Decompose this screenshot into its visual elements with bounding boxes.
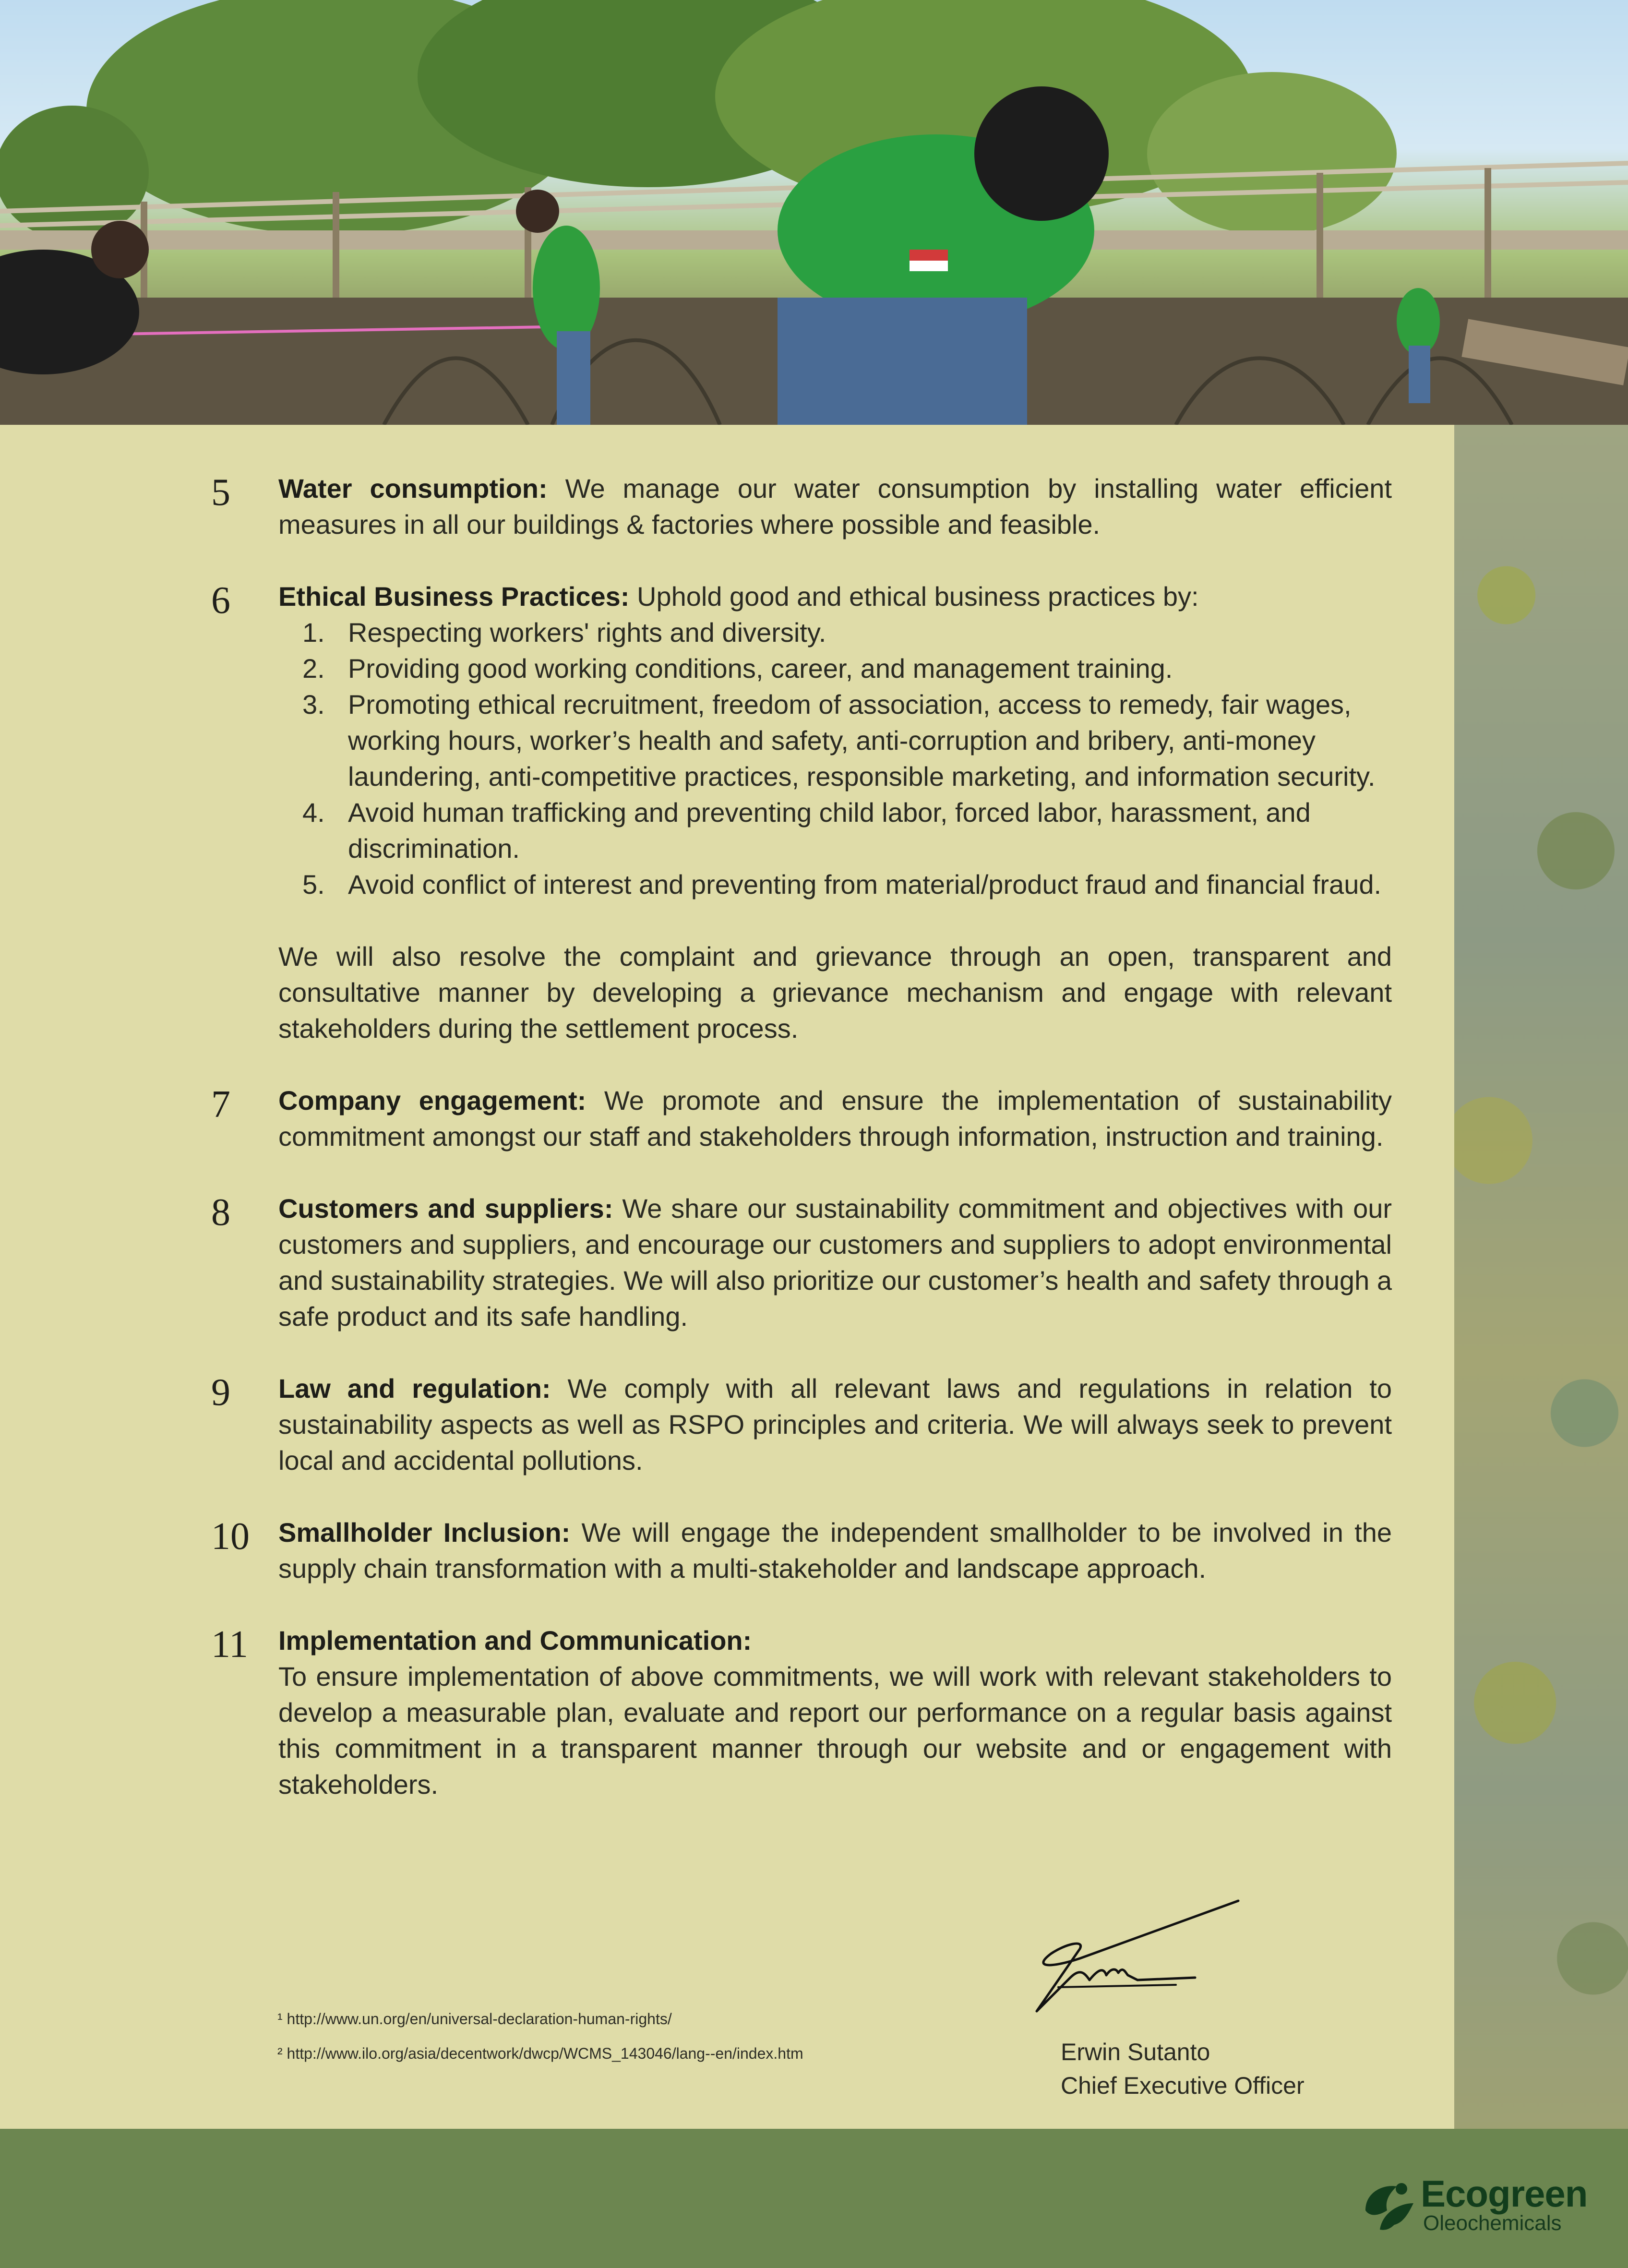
list-item: 5. Avoid conflict of interest and preventing from material/product fraud and financial fraud.	[302, 869, 1382, 900]
section-text: We promote and ensure the implementation of sustainability commitment amongst our staff and stakeholders through information, instruction and training.	[278, 1085, 1392, 1152]
section-title: Law and regulation:	[278, 1373, 551, 1404]
footnote-1: ¹ http://www.un.org/en/universal-declaration-human-rights/	[277, 2010, 672, 2028]
section-title: Customers and suppliers:	[278, 1193, 613, 1224]
section-text: We manage our water consumption by installing water efficient measures in all our buildings & factories where possible and feasible.	[278, 473, 1392, 540]
section-11	[211, 1622, 1392, 1802]
header-photo	[0, 0, 1628, 425]
section-text: We share our sustainability commitment and objectives with our customers and suppliers, and encourage our customers and suppliers to adopt environmental and sustainability strategies. We will also prioritize our customer’s health and safety through a safe product and its safe handling.	[278, 1193, 1392, 1332]
list-item: 4. Avoid human trafficking and preventing child labor, forced labor, harassment, and discrimination.	[302, 797, 1311, 864]
list-item: 3. Promoting ethical recruitment, freedom of association, access to remedy, fair wages, working hours, worker’s health and safety, anti-corruption and bribery, anti-money laundering, anti-competitive practices, responsible marketing, and information security.	[302, 689, 1376, 792]
signature-image	[1022, 1896, 1253, 2016]
section-number: 10	[211, 1515, 250, 1558]
mangrove-planting-illustration	[0, 0, 1628, 425]
section-text: We will engage the independent smallholder to be involved in the supply chain transformation with a multi-stakeholder and landscape approach.	[278, 1517, 1392, 1584]
grievance-paragraph: We will also resolve the complaint and grievance through an open, transparent and consultative manner by developing a grievance mechanism and engage with relevant stakeholders during the settlement process.	[278, 941, 1392, 1044]
footnote-2: ² http://www.ilo.org/asia/decentwork/dwcp/WCMS_143046/lang--en/index.htm	[277, 2045, 803, 2062]
leaf-logo-icon	[1361, 2177, 1418, 2234]
section-number: 6	[211, 579, 230, 622]
list-item: 1. Respecting workers' rights and diversity.	[302, 617, 826, 648]
section-8	[211, 1190, 1392, 1334]
section-title: Water consumption:	[278, 473, 548, 504]
signer-block	[1061, 2035, 1305, 2102]
signer-name: Erwin Sutanto	[1061, 2039, 1210, 2065]
section-title: Company engagement:	[278, 1085, 587, 1116]
section-title: Implementation and Communication:	[278, 1625, 752, 1656]
section-6	[211, 578, 1392, 1046]
section-title: Ethical Business Practices:	[278, 581, 630, 612]
section-10	[211, 1514, 1392, 1586]
section-number: 5	[211, 471, 230, 514]
section-number: 8	[211, 1191, 230, 1234]
section-text: Uphold good and ethical business practices by:	[629, 581, 1199, 612]
section-number: 11	[211, 1623, 249, 1666]
foliage-strip	[1454, 425, 1628, 2129]
ecogreen-logo	[1361, 2172, 1586, 2239]
section-9	[211, 1370, 1392, 1478]
section-5	[211, 470, 1392, 542]
section-number: 9	[211, 1371, 230, 1414]
signer-title: Chief Executive Officer	[1061, 2072, 1305, 2099]
section-title: Smallholder Inclusion:	[278, 1517, 571, 1548]
section-text: We comply with all relevant laws and regulations in relation to sustainability aspects as well as RSPO principles and criteria. We will always seek to prevent local and accidental pollutions.	[278, 1373, 1392, 1476]
practice-list	[278, 614, 1392, 902]
logo-sub: Oleochemicals	[1423, 2211, 1562, 2235]
list-item: 2. Providing good working conditions, career, and management training.	[302, 653, 1173, 684]
logo-brand: Ecogreen	[1421, 2172, 1588, 2215]
policy-content	[211, 470, 1392, 1802]
section-text: To ensure implementation of above commitments, we will work with relevant stakeholders to develop a measurable plan, evaluate and report our performance on a regular basis against this commitment in a transparent manner through our website and or engagement with stakeholders.	[278, 1661, 1392, 1800]
footnotes	[277, 2002, 803, 2071]
section-number: 7	[211, 1083, 230, 1126]
section-7	[211, 1082, 1392, 1154]
